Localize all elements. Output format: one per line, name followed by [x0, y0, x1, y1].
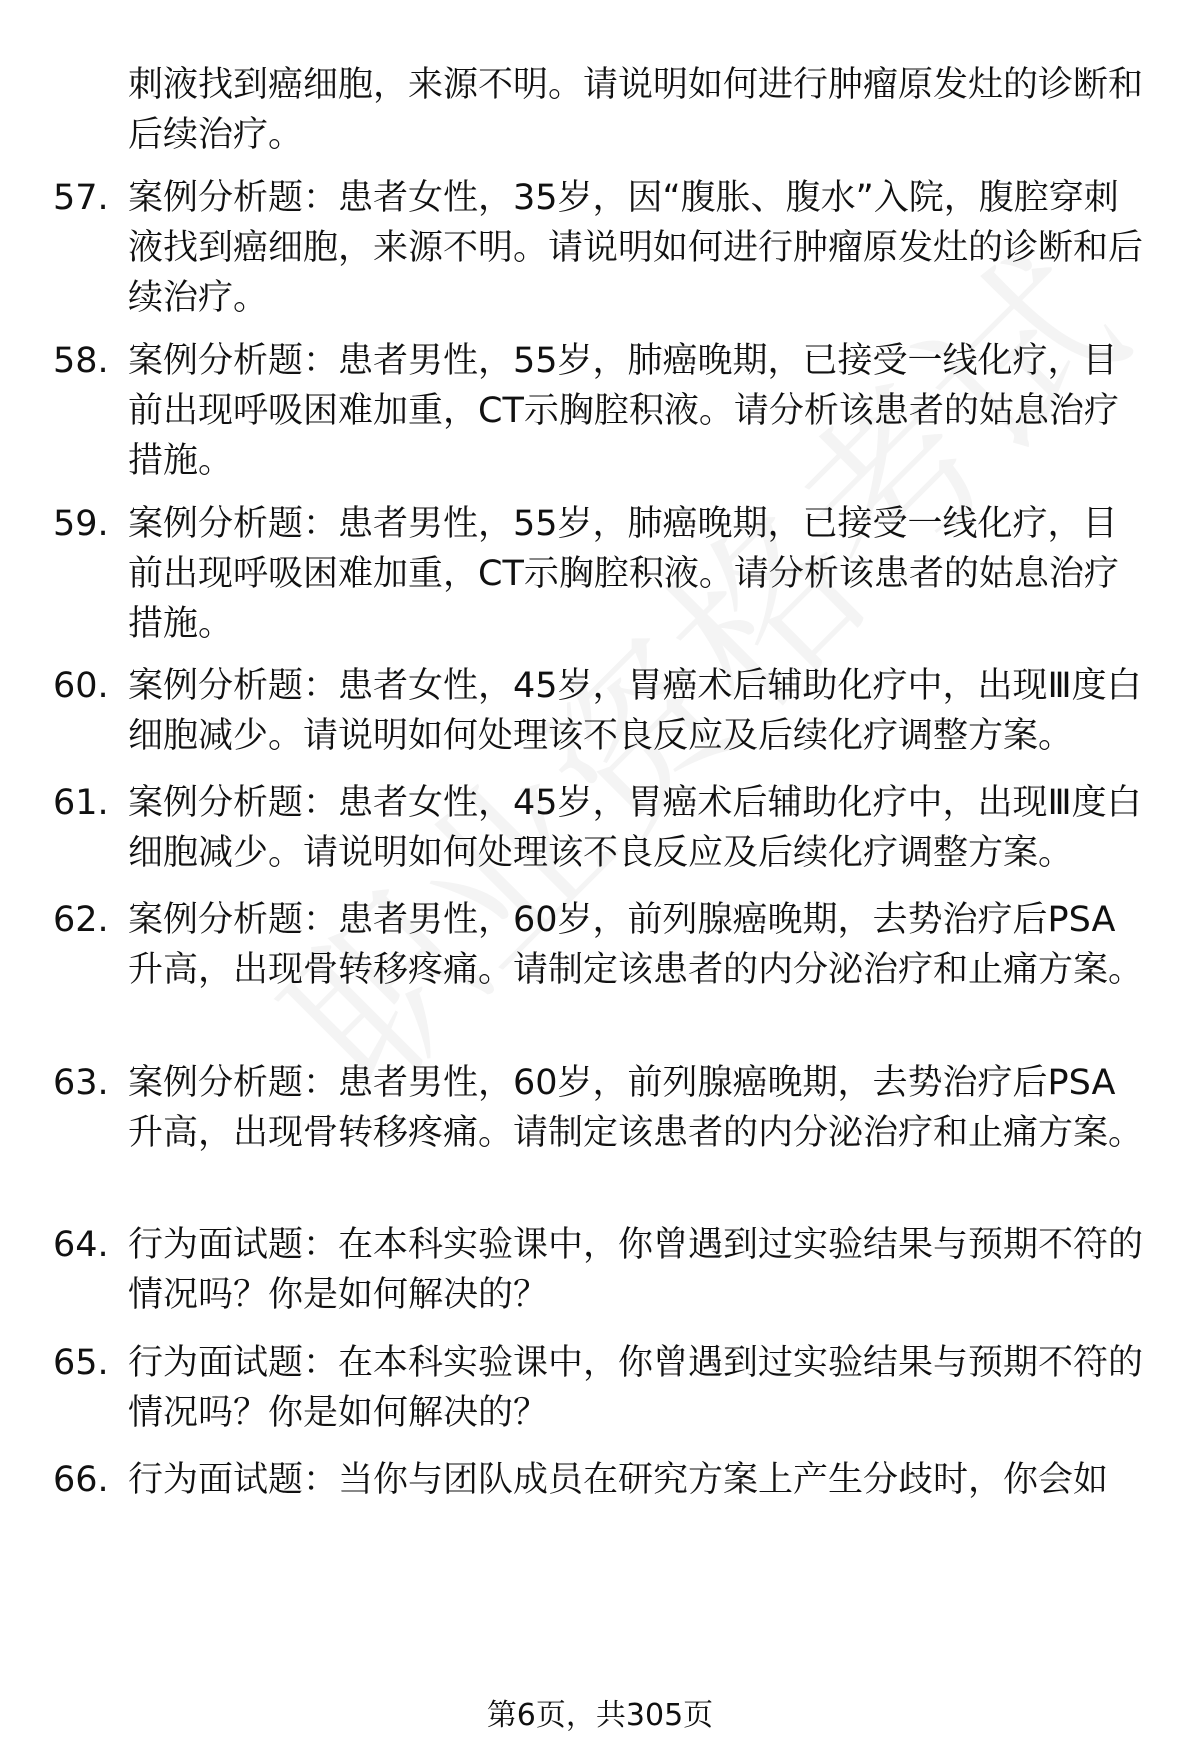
- question-text: 行为面试题：当你与团队成员在研究方案上产生分歧时，你会如: [128, 1460, 1109, 1500]
- question-number: 58.: [53, 341, 109, 381]
- question-number: 63.: [53, 1063, 109, 1103]
- question-text: 案例分析题：患者男性，55岁，肺癌晚期，已接受一线化疗，目前出现呼吸困难加重，CT示胸腔积液。请分析该患者的姑息治疗措施。: [128, 504, 1119, 644]
- question-text: 行为面试题：在本科实验课中，你曾遇到过实验结果与预期不符的情况吗？你是如何解决的？: [128, 1225, 1144, 1315]
- question-text: 行为面试题：在本科实验课中，你曾遇到过实验结果与预期不符的情况吗？你是如何解决的？: [128, 1343, 1144, 1433]
- question-text: 案例分析题：患者男性，60岁，前列腺癌晚期，去势治疗后PSA升高，出现骨转移疼痛。请制定该患者的内分泌治疗和止痛方案。: [128, 1063, 1144, 1153]
- question-text: 案例分析题：患者男性，55岁，肺癌晚期，已接受一线化疗，目前出现呼吸困难加重，CT示胸腔积液。请分析该患者的姑息治疗措施。: [128, 341, 1119, 481]
- question-text: 案例分析题：患者女性，45岁，胃癌术后辅助化疗中，出现Ⅲ度白细胞减少。请说明如何处理该不良反应及后续化疗调整方案。: [128, 783, 1142, 873]
- page-footer: 第6页，共305页: [486, 1698, 714, 1733]
- continuation-text: 刺液找到癌细胞，来源不明。请说明如何进行肿瘤原发灶的诊断和后续治疗。: [128, 65, 1144, 155]
- question-number: 66.: [53, 1460, 109, 1500]
- question-number: 62.: [53, 900, 109, 940]
- question-number: 60.: [53, 666, 109, 706]
- question-number: 64.: [53, 1225, 109, 1265]
- question-text: 案例分析题：患者男性，60岁，前列腺癌晚期，去势治疗后PSA升高，出现骨转移疼痛。请制定该患者的内分泌治疗和止痛方案。: [128, 900, 1144, 990]
- question-text: 案例分析题：患者女性，45岁，胃癌术后辅助化疗中，出现Ⅲ度白细胞减少。请说明如何处理该不良反应及后续化疗调整方案。: [128, 666, 1142, 756]
- question-text: 案例分析题：患者女性，35岁，因“腹胀、腹水”入院，腹腔穿刺液找到癌细胞，来源不明。请说明如何进行肿瘤原发灶的诊断和后续治疗。: [128, 178, 1144, 318]
- question-number: 61.: [53, 783, 109, 823]
- question-number: 65.: [53, 1343, 109, 1383]
- question-number: 57.: [53, 178, 109, 218]
- question-number: 59.: [53, 504, 109, 544]
